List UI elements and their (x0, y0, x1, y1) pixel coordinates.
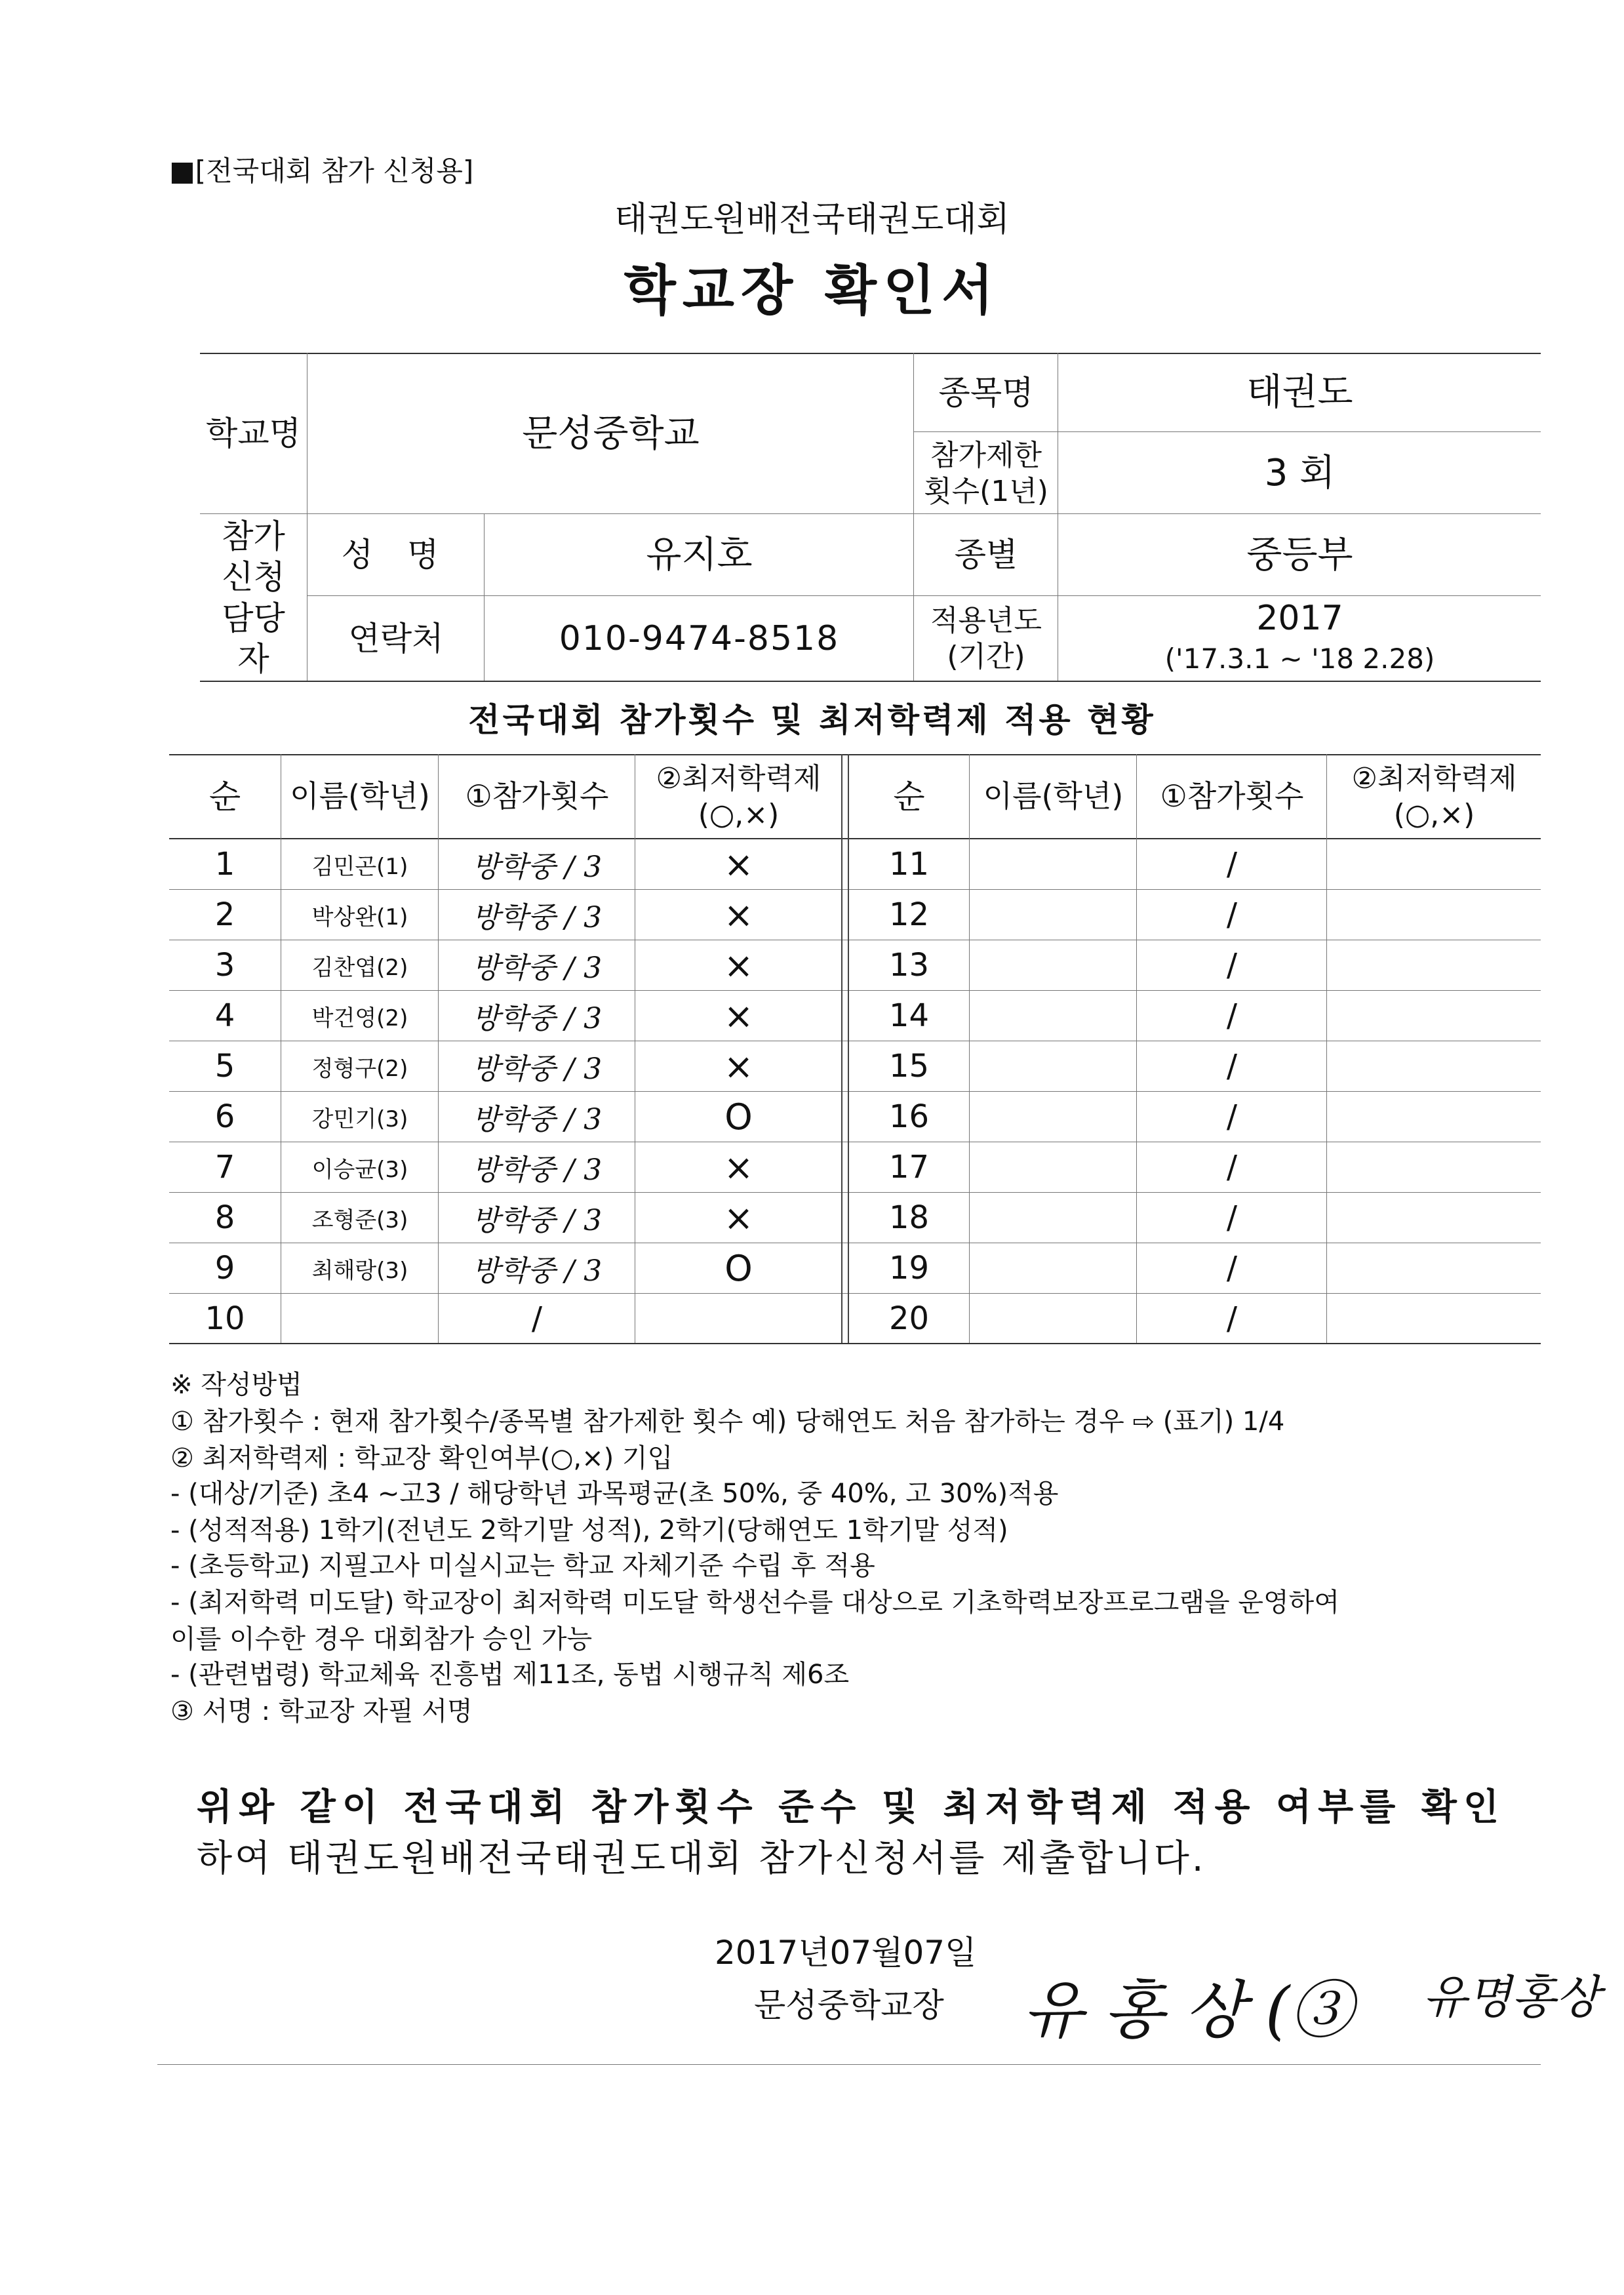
col-header-grade-rule: ②최저학력제 (○,×) (656, 762, 822, 831)
right-row-name (970, 991, 1136, 1041)
right-row-count: / (1226, 1199, 1238, 1236)
right-row-no: 16 (888, 1098, 930, 1135)
left-row-no: 4 (214, 997, 235, 1034)
declaration-line-2: 하여 태권도원배전국태권도대회 참가신청서를 제출합니다. (197, 1837, 1206, 1880)
left-row-no: 3 (214, 947, 235, 984)
principal-signature-scrawl: 유명홍상 (1423, 1970, 1600, 2024)
left-row-no: 1 (214, 846, 235, 883)
left-row-count: 방학중 / 3 (471, 901, 603, 934)
right-row-name (970, 940, 1136, 990)
left-row-name: 조형준(3) (311, 1207, 408, 1233)
left-row-mark: × (723, 1045, 754, 1087)
col-header-count: ①참가횟수 (465, 778, 609, 814)
left-row-name: 박상완(1) (311, 904, 408, 930)
left-row-no: 8 (214, 1199, 235, 1236)
left-row-count: 방학중 / 3 (471, 951, 603, 985)
right-row-count: / (1226, 1048, 1238, 1085)
left-row-no: 6 (214, 1098, 235, 1135)
status-section-title: 전국대회 참가횟수 및 최저학력제 적용 현황 (468, 701, 1156, 739)
right-row-no: 20 (888, 1300, 930, 1337)
method-line: - (최저학력 미도달) 학교장이 최저학력 미도달 학생선수를 대상으로 기초학력보장프로그램을 운영하여 (170, 1587, 1339, 1618)
left-row-count: / (531, 1300, 543, 1337)
contact-label: 연락처 (348, 619, 444, 658)
left-row-name: 정형구(2) (311, 1055, 408, 1082)
right-row-name (970, 1294, 1136, 1344)
applicant-label: 참가 신청 담당자 (222, 517, 285, 678)
method-line: - (성적적용) 1학기(전년도 2학기말 성적), 2학기(당해연도 1학기말 성적) (170, 1515, 1008, 1546)
limit-value: 3 회 (1264, 451, 1336, 494)
right-row-mark (1328, 1294, 1541, 1344)
right-row-count: / (1226, 1098, 1238, 1135)
event-label: 종목명 (938, 373, 1034, 412)
col-header-no: 순 (208, 777, 241, 816)
right-row-count: / (1226, 1149, 1238, 1186)
right-row-name (970, 1142, 1136, 1192)
right-row-no: 11 (888, 846, 930, 883)
col-header-name-right: 이름(학년) (983, 778, 1124, 814)
method-line: - (대상/기준) 초4 ~고3 / 해당학년 과목평균(초 50%, 중 40%, 고 30%)적용 (170, 1479, 1059, 1509)
principal-title: 문성중학교장 (754, 1986, 944, 2024)
name-value: 유지호 (646, 533, 753, 576)
left-row-no: 9 (214, 1250, 235, 1287)
event-subtitle: 태권도원배전국태권도대회 (614, 200, 1010, 239)
left-row-mark: × (723, 995, 754, 1037)
declaration-line-1: 위와 같이 전국대회 참가횟수 준수 및 최저학력제 적용 여부를 확인 (197, 1786, 1506, 1829)
right-row-mark (1328, 1041, 1541, 1091)
right-row-name (970, 1193, 1136, 1243)
right-row-name (970, 1092, 1136, 1142)
method-line: ※ 작성방법 (170, 1370, 302, 1400)
left-row-no: 7 (214, 1149, 235, 1186)
left-row-mark: × (723, 843, 754, 885)
school-label: 학교명 (206, 414, 301, 453)
right-row-mark (1328, 1243, 1541, 1293)
right-row-mark (1328, 940, 1541, 990)
col-header-name: 이름(학년) (290, 778, 430, 814)
division-label: 종별 (954, 536, 1018, 574)
left-row-no: 5 (214, 1048, 235, 1085)
method-line: ③ 서명 : 학교장 자필 서명 (170, 1696, 473, 1726)
page-title: 학교장 확인서 (624, 260, 1000, 322)
right-row-no: 12 (888, 896, 930, 933)
right-row-no: 13 (888, 947, 930, 984)
method-line: ① 참가횟수 : 현재 참가횟수/종목별 참가제한 횟수 예) 당해연도 처음 참가하는 경우 ⇨ (표기) 1/4 (170, 1407, 1285, 1437)
left-row-count: 방학중 / 3 (471, 1153, 603, 1187)
left-row-name: 강민기(3) (311, 1106, 408, 1132)
submission-date: 2017년07월07일 (715, 1934, 977, 1972)
right-row-mark (1328, 890, 1541, 940)
col-header-count-right: ①참가횟수 (1160, 778, 1304, 814)
right-row-count: / (1226, 1300, 1238, 1337)
left-row-mark: × (723, 894, 754, 936)
event-value: 태권도 (1246, 371, 1353, 414)
method-line: - (초등학교) 지필고사 미실시교는 학교 자체기준 수립 후 적용 (170, 1551, 875, 1581)
left-row-count: 방학중 / 3 (471, 850, 603, 884)
right-row-count: / (1226, 947, 1238, 984)
method-line: 이를 이수한 경우 대회참가 승인 가능 (170, 1624, 593, 1654)
period-value: ('17.3.1 ~ '18 2.28) (1164, 642, 1435, 675)
right-row-count: / (1226, 896, 1238, 933)
col-header-no-right: 순 (893, 777, 925, 816)
right-row-mark (1328, 839, 1541, 889)
right-row-no: 17 (888, 1149, 930, 1186)
right-row-count: / (1226, 1250, 1238, 1287)
right-row-mark (1328, 991, 1541, 1041)
right-row-mark (1328, 1193, 1541, 1243)
left-row-count: 방학중 / 3 (471, 1103, 603, 1136)
left-row-count: 방학중 / 3 (471, 1204, 603, 1237)
right-row-count: / (1226, 846, 1238, 883)
left-row-name (282, 1294, 438, 1344)
left-row-count: 방학중 / 3 (471, 1052, 603, 1086)
left-row-name: 박건영(2) (311, 1005, 408, 1031)
principal-signature: 유 홍 상 (③ (1023, 1974, 1353, 2047)
division-value: 중등부 (1246, 533, 1353, 576)
right-row-name (970, 890, 1136, 940)
left-row-count: 방학중 / 3 (471, 1002, 603, 1035)
right-row-count: / (1226, 997, 1238, 1034)
right-row-mark (1328, 1092, 1541, 1142)
right-row-no: 19 (888, 1250, 930, 1287)
left-row-mark: × (723, 944, 754, 986)
right-row-name (970, 1243, 1136, 1293)
limit-label: 참가제한 횟수(1년) (924, 438, 1048, 508)
contact-value: 010-9474-8518 (559, 618, 840, 658)
left-row-name: 김찬엽(2) (311, 954, 408, 981)
method-line: - (관련법령) 학교체육 진흥법 제11조, 동법 시행규칙 제6조 (170, 1660, 850, 1690)
method-line: ② 최저학력제 : 학교장 확인여부(○,×) 기입 (170, 1443, 673, 1473)
right-row-no: 18 (888, 1199, 930, 1236)
left-row-name: 이승균(3) (311, 1156, 408, 1183)
right-row-name (970, 1041, 1136, 1091)
left-row-count: 방학중 / 3 (471, 1254, 603, 1288)
right-row-no: 14 (888, 997, 930, 1034)
left-row-no: 10 (205, 1300, 245, 1337)
col-header-grade-rule-right: ②최저학력제 (○,×) (1351, 762, 1517, 831)
left-row-mark: × (723, 1197, 754, 1239)
form-tag: ■[전국대회 참가 신청용] (169, 155, 474, 187)
name-label: 성 명 (341, 536, 451, 574)
right-row-mark (1328, 1142, 1541, 1192)
left-row-mark: O (724, 1247, 753, 1289)
left-row-mark: × (723, 1146, 754, 1188)
left-row-no: 2 (214, 896, 235, 933)
right-row-name (970, 839, 1136, 889)
school-value: 문성중학교 (522, 412, 700, 455)
left-row-mark (636, 1294, 841, 1344)
left-row-mark: O (724, 1096, 753, 1138)
left-row-name: 최해랑(3) (311, 1257, 408, 1284)
right-row-no: 15 (888, 1048, 930, 1085)
year-value: 2017 (1256, 598, 1343, 638)
left-row-name: 김민곤(1) (311, 853, 408, 880)
year-label: 적용년도 (기간) (930, 604, 1042, 673)
